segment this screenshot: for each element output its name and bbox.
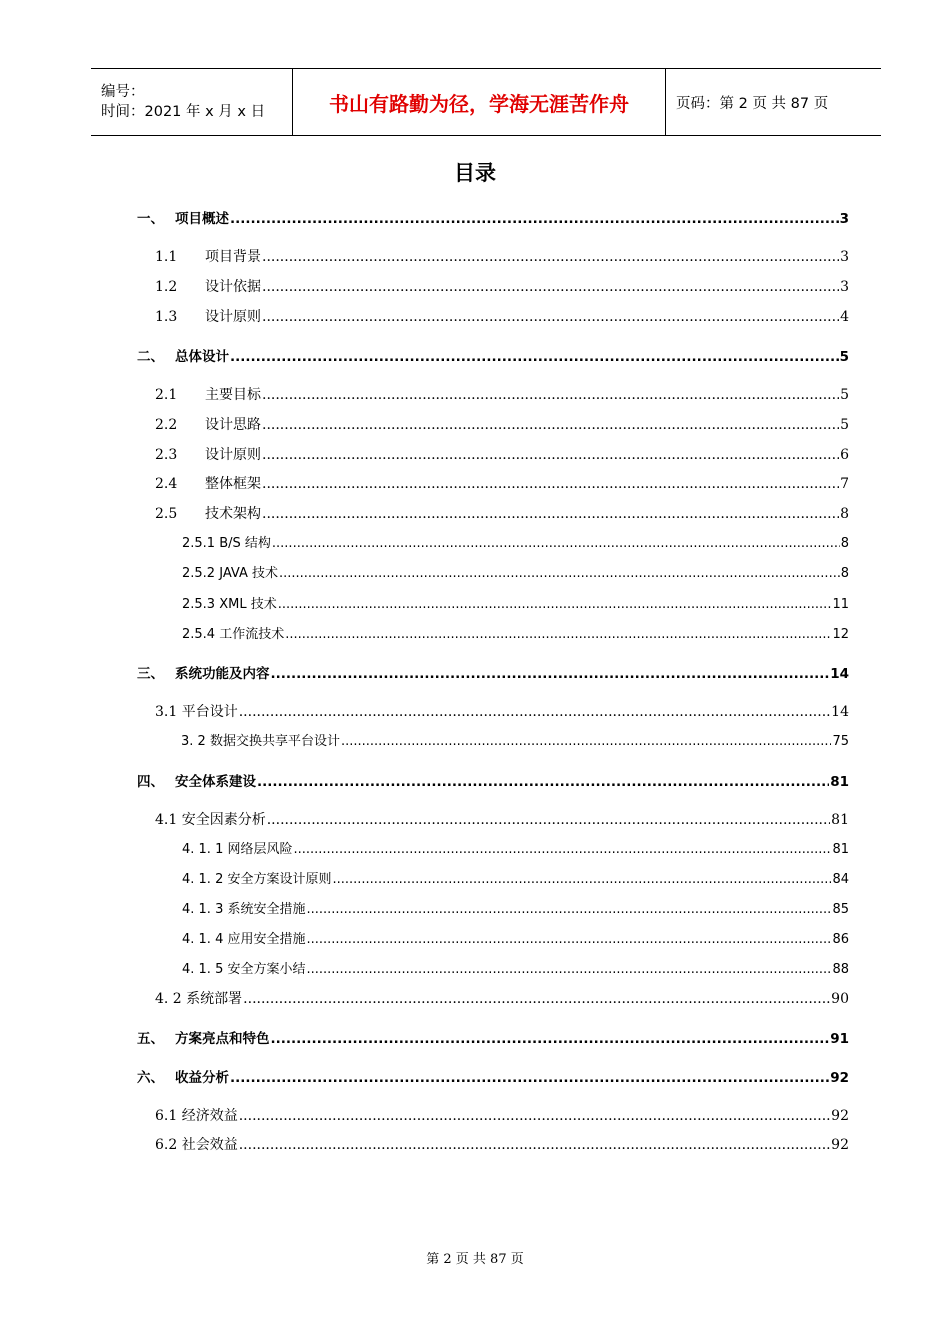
toc-leader-dots — [262, 249, 839, 265]
toc-entry-page: 92 — [831, 1108, 849, 1124]
toc-entry-number: 2.4 — [155, 476, 178, 492]
header-page-info — [666, 69, 881, 135]
toc-entry-title: 4. 2 系统部署 — [155, 991, 243, 1007]
toc-entry-page: 84 — [832, 872, 849, 887]
toc-entry[interactable] — [155, 384, 849, 404]
toc-entry[interactable] — [155, 473, 849, 493]
toc-leader-dots — [272, 536, 840, 551]
toc-entry-label — [182, 868, 331, 887]
header-motto — [293, 69, 666, 135]
toc-entry[interactable] — [155, 414, 849, 434]
toc-entry[interactable] — [155, 988, 849, 1008]
toc-leader-dots — [239, 1137, 830, 1153]
toc-entry-page: 7 — [840, 476, 849, 492]
toc-leader-dots — [306, 902, 831, 917]
toc-entry-title: 项目概述 — [175, 211, 229, 227]
toc-entry-label — [155, 473, 261, 493]
toc-entry-page: 5 — [840, 387, 849, 403]
toc-entry-number: 二、 — [137, 349, 164, 365]
header-meta — [91, 69, 293, 135]
toc-entry-page: 88 — [832, 962, 849, 977]
toc-leader-dots — [262, 476, 839, 492]
serial-label: 编号： — [101, 84, 145, 100]
toc-entry-label — [155, 988, 242, 1008]
toc-entry[interactable] — [182, 593, 849, 612]
toc-entry-page: 12 — [832, 627, 849, 642]
toc-entry[interactable] — [155, 276, 849, 296]
toc-leader-dots — [262, 309, 839, 325]
toc-entry-page: 11 — [832, 597, 849, 612]
toc-leader-dots — [285, 627, 831, 642]
toc-leader-dots — [332, 872, 831, 887]
toc-entry[interactable] — [182, 928, 849, 947]
toc-entry-title: 安全体系建设 — [175, 774, 256, 790]
toc-entry-title: 技术架构 — [205, 506, 261, 522]
toc-entry-label — [155, 276, 261, 296]
toc-entry-page: 5 — [840, 417, 849, 433]
toc-entry-number: 2.3 — [155, 447, 178, 463]
toc-entry-page: 5 — [839, 349, 849, 365]
toc-entry[interactable] — [137, 345, 849, 365]
toc-entry-label — [155, 306, 261, 326]
toc-leader-dots — [239, 704, 830, 720]
toc-entry[interactable] — [182, 562, 849, 581]
toc-entry-title: 2.5.1 B/S 结构 — [182, 536, 271, 551]
toc-entry-label — [182, 898, 305, 917]
toc-entry[interactable] — [182, 958, 849, 977]
toc-entry-label — [182, 623, 284, 642]
toc-entry-title: 4. 1. 5 安全方案小结 — [182, 962, 306, 977]
toc-leader-dots — [306, 932, 831, 947]
toc-entry-title: 2.5.2 JAVA 技术 — [182, 566, 278, 581]
toc-entry-page: 85 — [832, 902, 849, 917]
toc-entry-label — [155, 246, 261, 266]
toc-entry-title: 方案亮点和特色 — [175, 1031, 270, 1047]
toc-entry[interactable] — [155, 246, 849, 266]
toc-leader-dots — [230, 1070, 829, 1086]
toc-entry-number: 四、 — [137, 774, 164, 790]
toc-entry-title: 2.5.4 工作流技术 — [182, 627, 285, 642]
toc-entry-title: 项目背景 — [205, 249, 261, 265]
toc-entry[interactable] — [137, 662, 849, 682]
toc-leader-dots — [262, 447, 839, 463]
toc-entry-label — [155, 503, 261, 523]
toc-entry-number: 2.2 — [155, 417, 178, 433]
toc-entry[interactable] — [182, 838, 849, 857]
toc-leader-dots — [230, 211, 839, 227]
toc-leader-dots — [271, 1031, 830, 1047]
toc-leader-dots — [293, 842, 831, 857]
toc-title: 目录 — [454, 161, 496, 185]
toc-entry[interactable] — [181, 730, 849, 749]
toc-entry[interactable] — [182, 532, 849, 551]
toc-entry[interactable] — [155, 1134, 849, 1154]
toc-entry[interactable] — [155, 809, 849, 829]
toc-leader-dots — [230, 349, 839, 365]
toc-entry-title: 总体设计 — [175, 349, 229, 365]
toc-entry-label — [137, 662, 270, 682]
toc-entry-page: 3 — [840, 279, 849, 295]
toc-entry-label — [137, 1066, 229, 1086]
toc-entry[interactable] — [155, 701, 849, 721]
toc-entry-label — [137, 345, 229, 365]
toc-entry-title: 收益分析 — [175, 1070, 229, 1086]
toc-entry-title: 设计原则 — [205, 309, 261, 325]
toc-entry-number: 2.1 — [155, 387, 178, 403]
time-label: 时间：2021 年 x 月 x 日 — [101, 104, 266, 120]
toc-entry-page: 75 — [832, 734, 849, 749]
toc-entry-label — [155, 444, 261, 464]
toc-entry-title: 2.5.3 XML 技术 — [182, 597, 277, 612]
toc-leader-dots — [239, 1108, 830, 1124]
toc-entry-page: 3 — [839, 211, 849, 227]
toc-entry[interactable] — [137, 207, 849, 227]
toc-entry-page: 8 — [840, 566, 849, 581]
toc-entry-title: 6.2 社会效益 — [155, 1137, 238, 1153]
toc-entry-page: 8 — [840, 536, 849, 551]
toc-entry-page: 14 — [830, 666, 849, 682]
toc-entry-title: 4. 1. 1 网络层风险 — [182, 842, 293, 857]
toc-leader-dots — [262, 387, 839, 403]
motto-text: 书山有路勤为径，学海无涯苦作舟 — [329, 91, 629, 116]
toc-leader-dots — [243, 991, 830, 1007]
toc-entry-label — [182, 838, 292, 857]
toc-entry-page: 8 — [840, 506, 849, 522]
toc-entry-label — [137, 207, 229, 227]
toc-entry-label — [155, 701, 238, 721]
toc-leader-dots — [267, 812, 830, 828]
toc-entry[interactable] — [137, 770, 849, 790]
toc-leader-dots — [271, 666, 830, 682]
toc-leader-dots — [262, 417, 839, 433]
toc-entry-title: 主要目标 — [205, 387, 261, 403]
toc-entry-page: 91 — [830, 1031, 849, 1047]
toc-entry-label — [181, 730, 340, 749]
toc-entry-label — [137, 1027, 270, 1047]
toc-leader-dots — [341, 734, 832, 749]
toc-entry[interactable] — [137, 1027, 849, 1047]
toc-entry-number: 三、 — [137, 666, 164, 682]
toc-entry[interactable] — [155, 306, 849, 326]
toc-entry-page: 90 — [831, 991, 849, 1007]
toc-entry-label — [182, 928, 305, 947]
toc-entry-title: 3.1 平台设计 — [155, 704, 238, 720]
toc-entry[interactable] — [182, 868, 849, 887]
toc-entry-number: 一、 — [137, 211, 164, 227]
toc-entry-label — [155, 809, 266, 829]
toc-entry-label — [155, 1134, 238, 1154]
toc-entry-page: 92 — [831, 1137, 849, 1153]
toc-leader-dots — [262, 506, 839, 522]
toc-entry-number: 1.3 — [155, 309, 178, 325]
toc-entry-page: 3 — [840, 249, 849, 265]
toc-entry-label — [155, 414, 261, 434]
toc-leader-dots — [278, 597, 832, 612]
toc-entry-title: 设计原则 — [205, 447, 261, 463]
toc-entry-page: 92 — [830, 1070, 849, 1086]
toc-entry[interactable] — [137, 1066, 849, 1086]
page-footer: 第 2 页 共 87 页 — [426, 1252, 524, 1267]
toc-entry-title: 4. 1. 3 系统安全措施 — [182, 902, 306, 917]
toc-entry-number: 1.2 — [155, 279, 178, 295]
toc-entry-title: 6.1 经济效益 — [155, 1108, 238, 1124]
toc-entry-label — [182, 593, 277, 612]
toc-entry-label — [155, 1105, 238, 1125]
toc-entry[interactable] — [182, 623, 849, 642]
toc-entry-label — [182, 562, 278, 581]
toc-leader-dots — [306, 962, 831, 977]
toc-leader-dots — [257, 774, 829, 790]
toc-entry-label — [182, 958, 305, 977]
toc-entry-title: 系统功能及内容 — [175, 666, 270, 682]
page-info-text: 页码：第 2 页 共 87 页 — [676, 95, 829, 112]
toc-entry-page: 81 — [832, 842, 849, 857]
page-header — [91, 68, 881, 136]
toc-entry-title: 4.1 安全因素分析 — [155, 812, 266, 828]
toc-entry-number: 1.1 — [155, 249, 178, 265]
toc-entry-number: 六、 — [137, 1070, 164, 1086]
toc-entry-number: 五、 — [137, 1031, 164, 1047]
toc-entry-title: 整体框架 — [205, 476, 261, 492]
toc-entry-number: 2.5 — [155, 506, 178, 522]
toc-entry[interactable] — [182, 898, 849, 917]
toc-entry-page: 14 — [831, 704, 849, 720]
toc-entry[interactable] — [155, 444, 849, 464]
toc-leader-dots — [279, 566, 840, 581]
toc-entry-label — [155, 384, 261, 404]
toc-entry-page: 4 — [840, 309, 849, 325]
toc-entry-label — [137, 770, 256, 790]
toc-entry-title: 设计依据 — [205, 279, 261, 295]
toc-entry-page: 81 — [831, 812, 849, 828]
toc-entry-page: 86 — [832, 932, 849, 947]
toc-entry-page: 81 — [830, 774, 849, 790]
toc-entry-page: 6 — [840, 447, 849, 463]
toc-entry-title: 4. 1. 2 安全方案设计原则 — [182, 872, 332, 887]
toc-leader-dots — [262, 279, 839, 295]
toc-entry-title: 3. 2 数据交换共享平台设计 — [181, 734, 340, 749]
toc-entry[interactable] — [155, 503, 849, 523]
toc-entry[interactable] — [155, 1105, 849, 1125]
toc-entry-title: 设计思路 — [205, 417, 261, 433]
toc-entry-title: 4. 1. 4 应用安全措施 — [182, 932, 306, 947]
toc-entry-label — [182, 532, 271, 551]
